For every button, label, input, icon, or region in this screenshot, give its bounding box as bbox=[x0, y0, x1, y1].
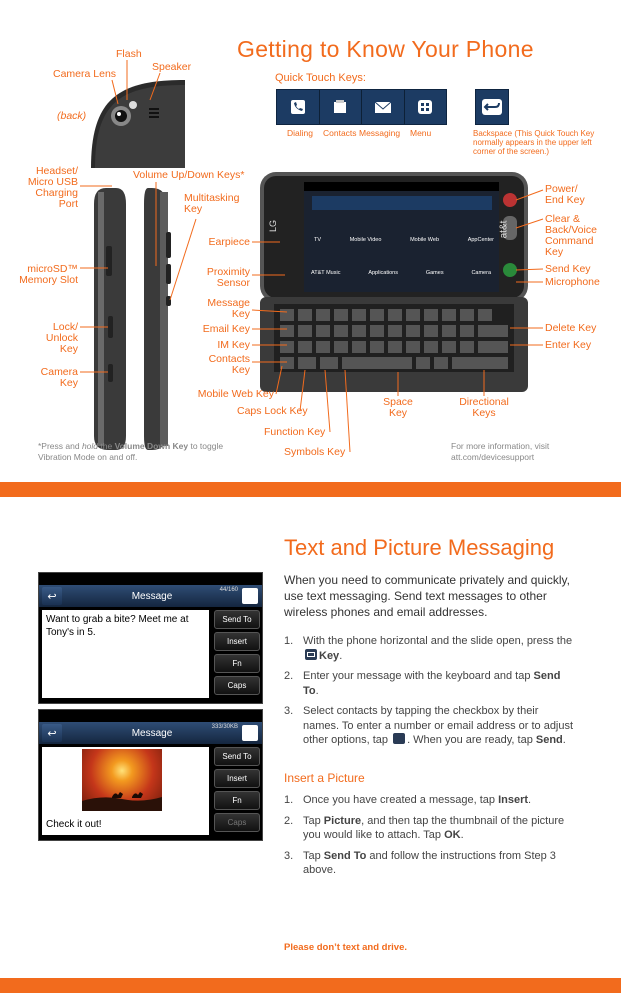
insert-step-1-end: . bbox=[528, 794, 532, 806]
insert-step-1-text: Once you have created a message, tap bbox=[303, 794, 499, 806]
step-3-mid: . When you are ready, tap bbox=[407, 734, 536, 746]
step-2-end: . bbox=[315, 684, 319, 697]
step-2 bbox=[284, 669, 574, 698]
footnote-text-1: *Press and bbox=[38, 441, 82, 451]
menu-icon[interactable] bbox=[242, 725, 258, 741]
insert-picture-heading: Insert a Picture bbox=[284, 771, 365, 785]
multitasking-key-label: Multitasking Key bbox=[184, 192, 240, 215]
enter-key-label: Enter Key bbox=[545, 339, 592, 351]
message-screen-2 bbox=[38, 709, 263, 841]
lock-key-label: Lock/ Unlock Key bbox=[45, 321, 78, 355]
clear-back-key-label: Clear & Back/Voice Command Key bbox=[545, 213, 597, 258]
message-header bbox=[39, 722, 262, 744]
status-bar bbox=[39, 573, 262, 585]
step-1-bold: Key bbox=[319, 649, 340, 662]
intro-paragraph: When you need to communicate privately and quickly, use text messaging. Send text messages to other wireless phones and email addresses. bbox=[284, 573, 570, 619]
app-camera[interactable]: Camera bbox=[471, 270, 491, 276]
caps-button[interactable]: Caps bbox=[214, 813, 260, 832]
insert-step-2-ok: OK bbox=[444, 829, 461, 841]
quick-label-messaging: Messaging bbox=[359, 128, 401, 138]
insert-step-1-bold: Insert bbox=[498, 794, 529, 806]
back-icon[interactable]: ↩ bbox=[42, 587, 62, 605]
microsd-label: microSD™ Memory Slot bbox=[19, 263, 78, 286]
screen-title: Message bbox=[131, 727, 173, 739]
message-text-field[interactable]: Want to grab a bite? Meet me at Tony's in 5. bbox=[42, 610, 209, 698]
screen-buttons bbox=[212, 607, 262, 703]
space-key-label: Space Key bbox=[383, 396, 413, 419]
screen-title: Message bbox=[131, 590, 173, 602]
app-applications[interactable]: Applications bbox=[368, 270, 398, 276]
insert-step-2-bold: Picture bbox=[323, 814, 362, 827]
insert-step-1-number: 1. bbox=[284, 794, 294, 806]
caps-button[interactable]: Caps bbox=[214, 676, 260, 695]
speaker-label: Speaker bbox=[152, 61, 192, 73]
earpiece-label: Earpiece bbox=[208, 236, 250, 248]
insert-step-2-number: 2. bbox=[284, 814, 294, 827]
footnote-key: Volume Down Key bbox=[114, 441, 189, 451]
email-key-label: Email Key bbox=[202, 323, 250, 335]
function-key-label: Function Key bbox=[264, 426, 326, 438]
step-1-end: . bbox=[339, 649, 343, 662]
im-key-label: IM Key bbox=[217, 339, 250, 351]
directional-keys-label: Directional Keys bbox=[459, 396, 509, 419]
quick-touch-heading: Quick Touch Keys: bbox=[275, 72, 366, 84]
footnote-hold: hold bbox=[81, 441, 99, 451]
more-info-text: For more information, visit att.com/devicesupport bbox=[451, 441, 550, 462]
camera-lens-label: Camera Lens bbox=[53, 68, 117, 80]
menu-key-icon bbox=[393, 733, 405, 744]
step-1-text: With the phone horizontal and the slide open, press the bbox=[303, 635, 573, 647]
char-count: 44/160 bbox=[219, 587, 238, 593]
symbols-key-label: Symbols Key bbox=[284, 446, 346, 458]
orange-divider-bottom bbox=[0, 978, 621, 993]
app-mobile-video[interactable]: Mobile Video bbox=[349, 237, 382, 243]
status-bar bbox=[39, 710, 262, 722]
mobile-web-key-label: Mobile Web Key bbox=[197, 388, 274, 400]
contacts-key-label: Contacts Key bbox=[208, 353, 250, 376]
step-3-text: Select contacts by tapping the checkbox by their names. To enter a number or email address or to adjust other options, tap bbox=[303, 705, 574, 746]
insert-step-2 bbox=[284, 814, 574, 843]
message-text: Check it out! bbox=[46, 819, 102, 830]
camera-key-label: Camera Key bbox=[40, 366, 78, 389]
quick-label-dialing: Dialing bbox=[287, 128, 313, 138]
screen-buttons bbox=[212, 744, 262, 840]
quick-label-menu: Menu bbox=[410, 128, 432, 138]
lg-logo: LG bbox=[268, 219, 279, 233]
footnote-text-3: to toggle Vibration Mode on and off. bbox=[38, 441, 224, 462]
caps-lock-key-label: Caps Lock Key bbox=[237, 405, 308, 417]
page-title: Getting to Know Your Phone bbox=[237, 36, 534, 62]
footnote-text-2: the bbox=[98, 441, 115, 451]
insert-step-2-end: . bbox=[460, 829, 464, 841]
proximity-sensor-label: Proximity Sensor bbox=[206, 266, 250, 289]
send-key-label: Send Key bbox=[545, 263, 591, 275]
fn-button[interactable]: Fn bbox=[214, 654, 260, 673]
message-text-field[interactable] bbox=[42, 747, 209, 835]
flash-label: Flash bbox=[116, 48, 142, 60]
app-appcenter[interactable]: AppCenter bbox=[467, 237, 494, 243]
back-icon[interactable]: ↩ bbox=[42, 724, 62, 742]
power-end-key-label: Power/ End Key bbox=[545, 183, 585, 206]
app-tv[interactable]: TV bbox=[314, 237, 322, 243]
messaging-title: Text and Picture Messaging bbox=[284, 535, 555, 560]
orange-divider-top bbox=[0, 482, 621, 497]
step-3 bbox=[284, 704, 574, 748]
insert-button[interactable]: Insert bbox=[214, 769, 260, 788]
headset-port-label: Headset/ Micro USB Charging Port bbox=[27, 165, 78, 210]
step-2-number: 2. bbox=[284, 670, 294, 682]
fn-button[interactable]: Fn bbox=[214, 791, 260, 810]
callout-lines bbox=[0, 0, 621, 470]
insert-step-3-bold: Send To bbox=[323, 849, 367, 862]
volume-footnote bbox=[38, 441, 248, 463]
step-2-text: Enter your message with the keyboard and tap bbox=[303, 670, 534, 682]
microphone-label: Microphone bbox=[545, 276, 600, 288]
volume-keys-label: Volume Up/Down Keys* bbox=[133, 169, 245, 181]
insert-step-3 bbox=[284, 849, 574, 878]
back-label: (back) bbox=[57, 110, 87, 122]
insert-step-3-text: Tap bbox=[303, 849, 324, 862]
insert-step-3-number: 3. bbox=[284, 849, 294, 862]
insert-steps-list bbox=[284, 793, 574, 884]
message-key-label: Message Key bbox=[207, 297, 250, 320]
delete-key-label: Delete Key bbox=[545, 322, 597, 334]
app-att-music[interactable]: AT&T Music bbox=[311, 270, 341, 276]
send-to-button[interactable]: Send To bbox=[214, 747, 260, 766]
insert-step-2-mid: , and then tap the thumbnail of the picture you would like to attach. Tap bbox=[303, 814, 565, 841]
att-logo: at&t bbox=[498, 220, 510, 239]
step-3-bold: Send bbox=[535, 734, 563, 746]
backspace-note: Backspace (This Quick Touch Key normally appears in the upper left corner of the screen.) bbox=[473, 129, 595, 156]
menu-icon[interactable] bbox=[242, 588, 258, 604]
insert-button[interactable]: Insert bbox=[214, 632, 260, 651]
safety-warning: Please don’t text and drive. bbox=[284, 942, 408, 953]
app-games[interactable]: Games bbox=[425, 270, 444, 276]
message-header bbox=[39, 585, 262, 607]
insert-step-1 bbox=[284, 793, 574, 808]
size-count: 333/30KB bbox=[211, 724, 238, 730]
app-mobile-web[interactable]: Mobile Web bbox=[410, 237, 440, 243]
step-1-number: 1. bbox=[284, 635, 294, 647]
step-3-number: 3. bbox=[284, 705, 294, 717]
quick-label-contacts: Contacts bbox=[323, 128, 357, 138]
step-2-bold: Send To bbox=[303, 670, 561, 697]
message-screen-1 bbox=[38, 572, 263, 704]
steps-list bbox=[284, 634, 574, 754]
send-to-button[interactable]: Send To bbox=[214, 610, 260, 629]
step-1 bbox=[284, 634, 574, 663]
message-key-icon bbox=[305, 649, 317, 660]
step-3-end: . bbox=[562, 734, 566, 746]
insert-step-2-text: Tap bbox=[303, 814, 324, 827]
sunset-camel-picture[interactable] bbox=[82, 749, 162, 811]
insert-step-3-end: and follow the instructions from Step 3 above. bbox=[303, 849, 556, 876]
